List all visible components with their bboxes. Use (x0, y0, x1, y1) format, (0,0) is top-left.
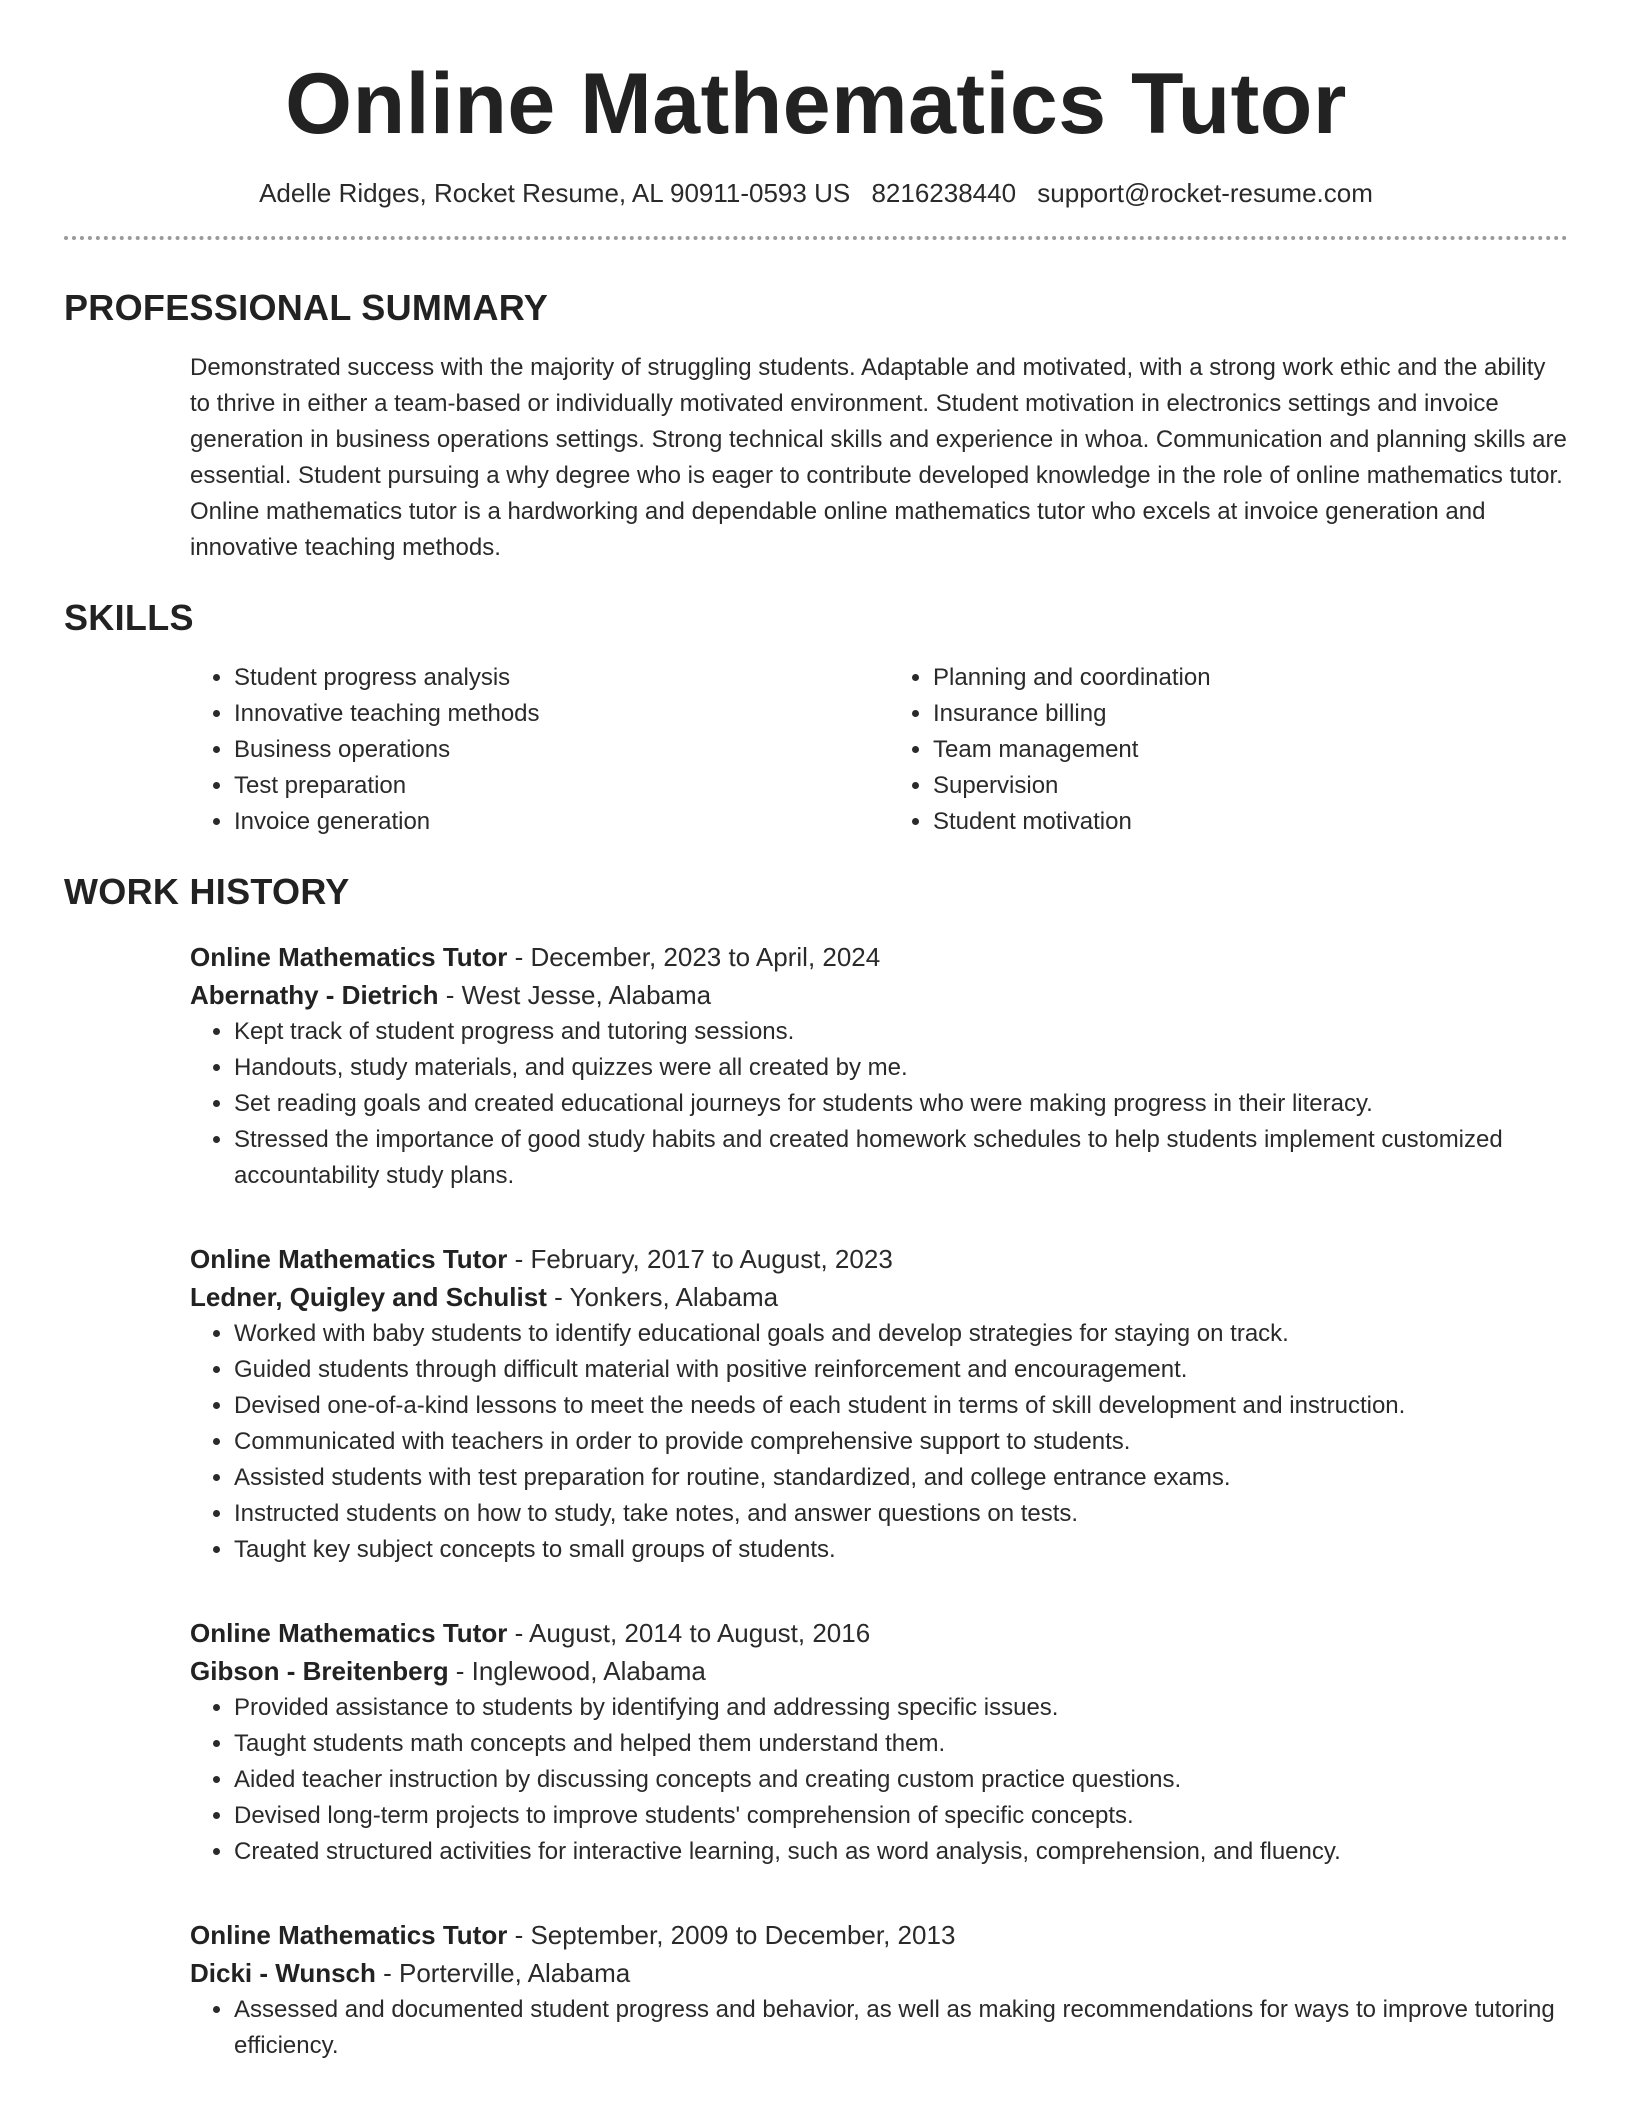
job-role: Online Mathematics Tutor (190, 1920, 508, 1950)
job-company-line (190, 976, 1568, 1014)
job-entry (190, 1240, 1568, 1568)
skill-item: • Innovative teaching methods (234, 696, 869, 732)
job-duty: • Kept track of student progress and tutoring sessions. (234, 1014, 1568, 1050)
job-location: - Porterville, Alabama (375, 1958, 631, 1988)
job-role: Online Mathematics Tutor (190, 1244, 508, 1274)
job-duties (190, 1992, 1568, 2064)
job-duty: • Assisted students with test preparation for routine, standardized, and college entrance exams. (234, 1460, 1568, 1496)
job-dates: - December, 2023 to April, 2024 (507, 942, 881, 972)
work-history-heading: WORK HISTORY (64, 871, 350, 912)
job-duty: • Stressed the importance of good study habits and created homework schedules to help students implement customized accountability study plans. (234, 1122, 1568, 1194)
skills-list-right (889, 660, 1568, 840)
header-divider (64, 236, 1568, 240)
job-duty: • Created structured activities for interactive learning, such as word analysis, comprehension, and fluency. (234, 1834, 1568, 1870)
skill-item: • Invoice generation (234, 804, 869, 840)
job-title-line (190, 1614, 1568, 1652)
contact-email[interactable]: support@rocket-resume.com (1037, 178, 1373, 208)
job-duty: • Set reading goals and created educational journeys for students who were making progress in their literacy. (234, 1086, 1568, 1122)
job-entry (190, 1916, 1568, 2064)
candidate-name: Online Mathematics Tutor (285, 56, 1347, 152)
job-role: Online Mathematics Tutor (190, 1618, 508, 1648)
summary-heading: PROFESSIONAL SUMMARY (64, 287, 549, 328)
job-dates: - September, 2009 to December, 2013 (507, 1920, 956, 1950)
job-duty: • Taught students math concepts and helped them understand them. (234, 1726, 1568, 1762)
job-company: Gibson - Breitenberg (190, 1656, 449, 1686)
job-location: - Inglewood, Alabama (448, 1656, 706, 1686)
job-location: - West Jesse, Alabama (438, 980, 712, 1010)
job-duties (190, 1316, 1568, 1568)
skills-section (64, 596, 1568, 840)
skills-list-left (190, 660, 869, 840)
contact-address: Adelle Ridges, Rocket Resume, AL 90911-0593 US (259, 178, 851, 208)
job-company: Dicki - Wunsch (190, 1958, 376, 1988)
contact-line (64, 176, 1568, 210)
job-duty: • Devised long-term projects to improve students' comprehension of specific concepts. (234, 1798, 1568, 1834)
job-location: - Yonkers, Alabama (546, 1282, 779, 1312)
job-title-line (190, 938, 1568, 976)
job-company: Abernathy - Dietrich (190, 980, 439, 1010)
work-history-section (64, 870, 1568, 2064)
skill-item: • Business operations (234, 732, 869, 768)
job-duty: • Handouts, study materials, and quizzes were all created by me. (234, 1050, 1568, 1086)
job-entry (190, 938, 1568, 1194)
job-company: Ledner, Quigley and Schulist (190, 1282, 547, 1312)
skill-item: • Team management (933, 732, 1568, 768)
skill-item: • Student progress analysis (234, 660, 869, 696)
job-title-line (190, 1240, 1568, 1278)
job-dates: - August, 2014 to August, 2016 (507, 1618, 871, 1648)
job-duty: • Taught key subject concepts to small groups of students. (234, 1532, 1568, 1568)
contact-phone: 8216238440 (871, 178, 1017, 208)
job-duties (190, 1014, 1568, 1194)
job-duty: • Assessed and documented student progress and behavior, as well as making recommendations for ways to improve tutoring efficiency. (234, 1992, 1568, 2064)
skill-item: • Planning and coordination (933, 660, 1568, 696)
job-company-line (190, 1278, 1568, 1316)
skill-item: • Test preparation (234, 768, 869, 804)
job-duty: • Guided students through difficult material with positive reinforcement and encouragement. (234, 1352, 1568, 1388)
skill-item: • Supervision (933, 768, 1568, 804)
summary-text: Demonstrated success with the majority of struggling students. Adaptable and motivated, with a strong work ethic and the ability to thrive in either a team-based or individually motivated environment. Student motivation in electronics settings and invoice generation in business operations settings. Strong technical skills and experience in whoa. Communication and planning skills are essential. Student pursuing a why degree who is eager to contribute developed knowledge in the role of online mathematics tutor. Online mathematics tutor is a hardworking and dependable online mathematics tutor who excels at invoice generation and innovative teaching methods. (190, 354, 1567, 561)
skill-item: • Insurance billing (933, 696, 1568, 732)
job-dates: - February, 2017 to August, 2023 (507, 1244, 893, 1274)
job-duty: • Communicated with teachers in order to provide comprehensive support to students. (234, 1424, 1568, 1460)
job-duty: • Aided teacher instruction by discussing concepts and creating custom practice questions. (234, 1762, 1568, 1798)
job-company-line (190, 1954, 1568, 1992)
job-duty: • Worked with baby students to identify educational goals and develop strategies for staying on track. (234, 1316, 1568, 1352)
job-duties (190, 1690, 1568, 1870)
skills-heading: SKILLS (64, 597, 194, 638)
skill-item: • Student motivation (933, 804, 1568, 840)
job-role: Online Mathematics Tutor (190, 942, 508, 972)
summary-section (64, 286, 1568, 566)
job-duty: • Instructed students on how to study, take notes, and answer questions on tests. (234, 1496, 1568, 1532)
job-entry (190, 1614, 1568, 1870)
job-duty: • Provided assistance to students by identifying and addressing specific issues. (234, 1690, 1568, 1726)
job-duty: • Devised one-of-a-kind lessons to meet the needs of each student in terms of skill development and instruction. (234, 1388, 1568, 1424)
job-title-line (190, 1916, 1568, 1954)
job-company-line (190, 1652, 1568, 1690)
